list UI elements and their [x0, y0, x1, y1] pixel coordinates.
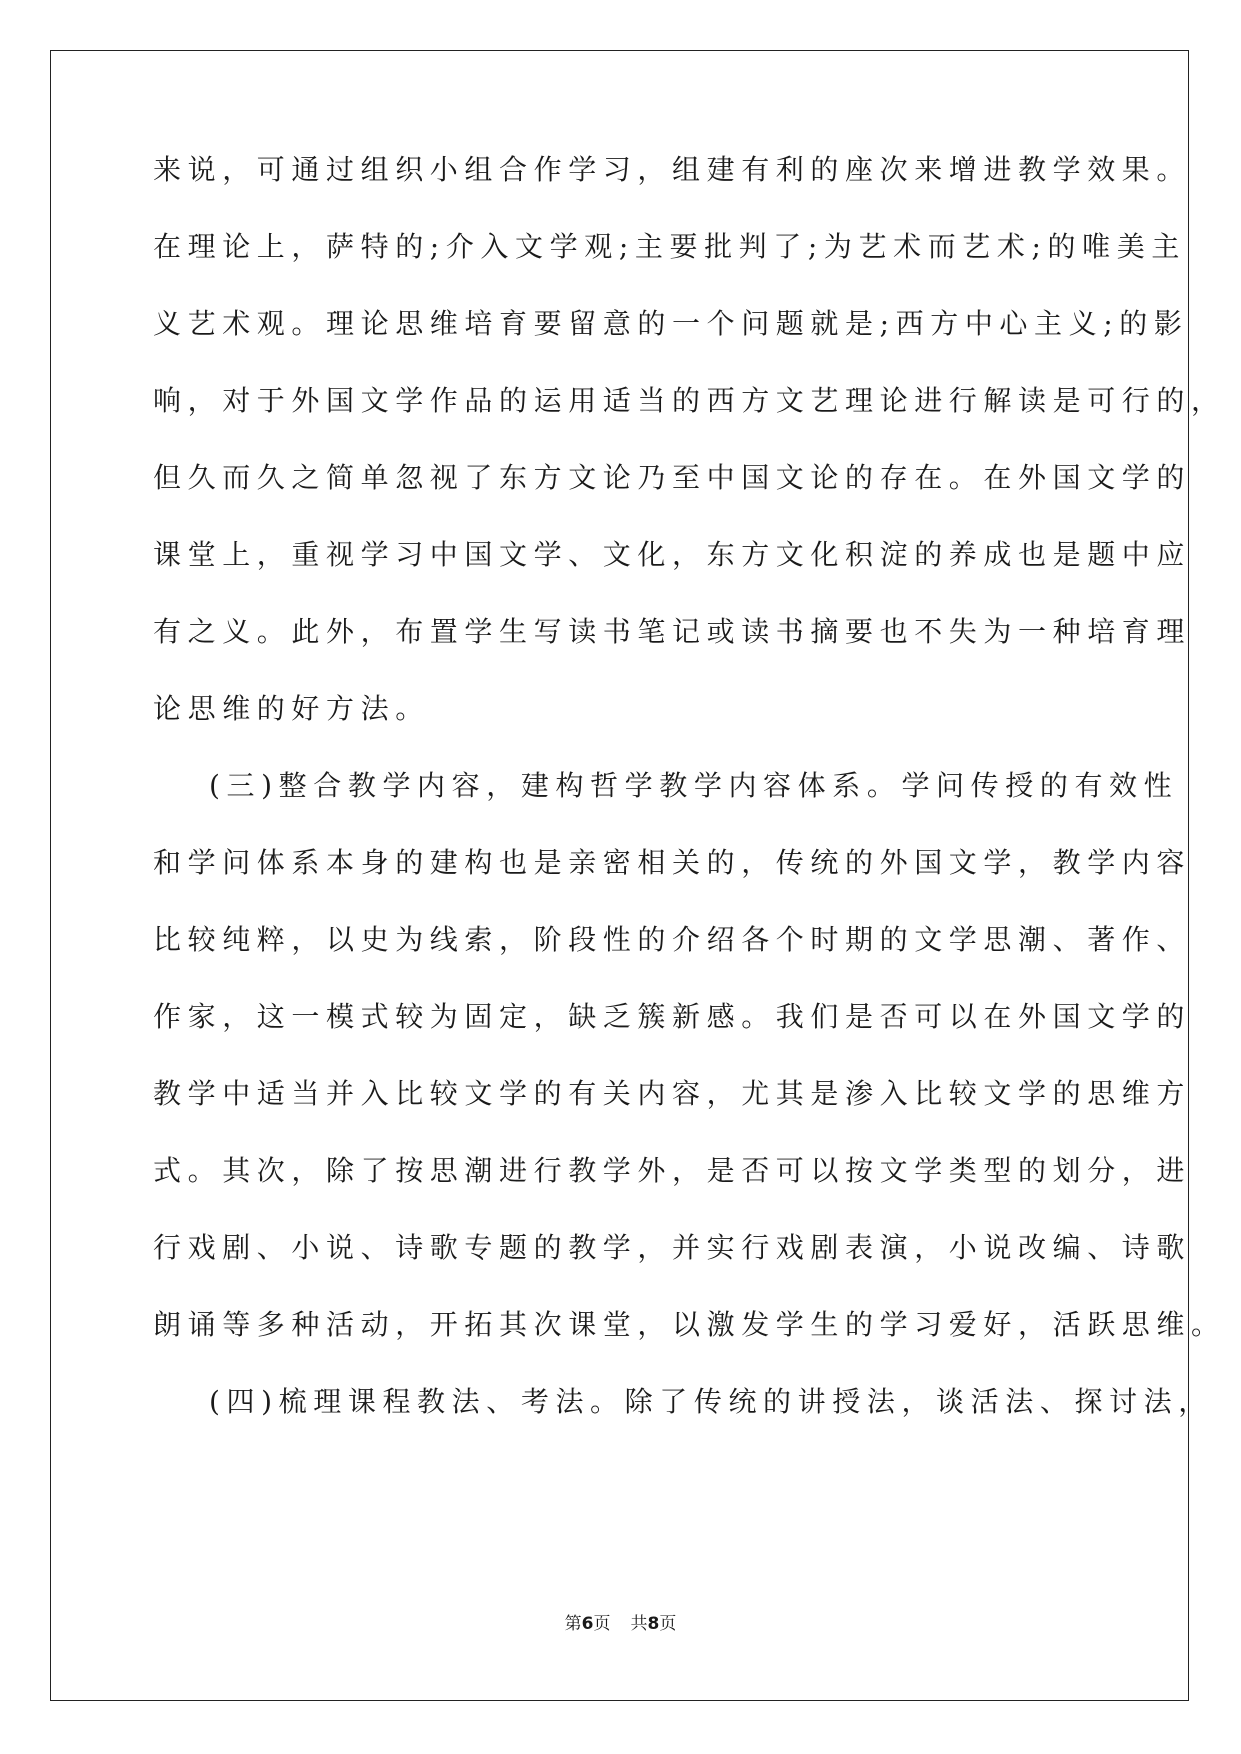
- paragraph-line: 行戏剧、小说、诗歌专题的教学，并实行戏剧表演，小说改编、诗歌: [153, 1231, 1192, 1264]
- paragraph-line: 作家，这一模式较为固定，缺乏簇新感。我们是否可以在外国文学的: [153, 1000, 1192, 1033]
- paragraph-line: 和学问体系本身的建构也是亲密相关的，传统的外国文学，教学内容: [153, 846, 1192, 879]
- section-heading-line: (三)整合教学内容，建构哲学教学内容体系。学问传授的有效性: [209, 769, 1179, 802]
- page-number: 6: [581, 1614, 594, 1634]
- paragraph-line: 朗诵等多种活动，开拓其次课堂，以激发学生的学习爱好，活跃思维。: [153, 1308, 1226, 1341]
- paragraph-line: 教学中适当并入比较文学的有关内容，尤其是渗入比较文学的思维方: [153, 1077, 1192, 1110]
- page-footer: [0, 1612, 1241, 1636]
- paragraph-line: 来说，可通过组织小组合作学习，组建有利的座次来增进教学效果。: [153, 153, 1192, 186]
- paragraph-line: 但久而久之简单忽视了东方文论乃至中国文论的存在。在外国文学的: [153, 461, 1192, 494]
- paragraph-line: 有之义。此外，布置学生写读书笔记或读书摘要也不失为一种培育理: [153, 615, 1192, 648]
- paragraph-line: 响，对于外国文学作品的运用适当的西方文艺理论进行解读是可行的，: [153, 384, 1226, 417]
- page-label-prefix: 第: [564, 1614, 582, 1634]
- total-pages: 8: [647, 1614, 660, 1634]
- paragraph-line: 比较纯粹，以史为线索，阶段性的介绍各个时期的文学思潮、著作、: [153, 923, 1192, 956]
- paragraph-line: 式。其次，除了按思潮进行教学外，是否可以按文学类型的划分，进: [153, 1154, 1192, 1187]
- section-heading-line: (四)梳理课程教法、考法。除了传统的讲授法，谈活法、探讨法，: [209, 1385, 1213, 1418]
- page-label-suffix: 页: [593, 1614, 611, 1634]
- paragraph-line: 课堂上，重视学习中国文学、文化，东方文化积淀的养成也是题中应: [153, 538, 1192, 571]
- paragraph-line: 在理论上，萨特的;介入文学观;主要批判了;为艺术而艺术;的唯美主: [153, 230, 1186, 263]
- total-label-prefix: 共: [630, 1614, 648, 1634]
- total-label-suffix: 页: [659, 1614, 677, 1634]
- paragraph-line: 义艺术观。理论思维培育要留意的一个问题就是;西方中心主义;的影: [153, 307, 1189, 340]
- paragraph-line: 论思维的好方法。: [153, 692, 430, 725]
